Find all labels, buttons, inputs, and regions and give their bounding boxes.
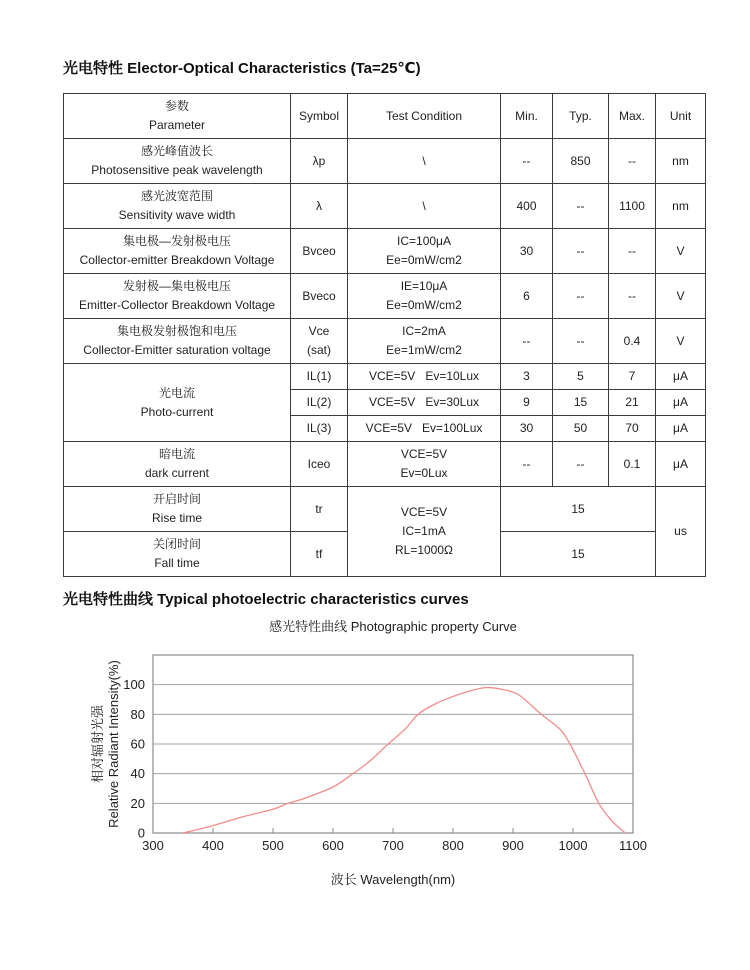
table-cell: 15 bbox=[501, 487, 656, 532]
table-cell: μA bbox=[656, 390, 706, 416]
table-cell: VCE=5V IC=1mA RL=1000Ω bbox=[348, 487, 501, 577]
table-cell: IL(3) bbox=[291, 416, 348, 442]
y-tick-label: 20 bbox=[130, 795, 145, 811]
table-cell: VCE=5V Ev=30Lux bbox=[348, 390, 501, 416]
table-cell: λp bbox=[291, 139, 348, 184]
col-header-test-condition: Test Condition bbox=[348, 94, 501, 139]
x-axis-title: 波长 Wavelength(nm) bbox=[330, 872, 456, 887]
y-tick-label: 0 bbox=[137, 825, 145, 841]
table-cell: 15 bbox=[501, 532, 656, 577]
table-cell: 9 bbox=[501, 390, 553, 416]
table-cell: 暗电流 dark current bbox=[64, 442, 291, 487]
table-cell: us bbox=[656, 487, 706, 577]
table-row bbox=[64, 487, 706, 532]
spectral-response-curve bbox=[183, 688, 625, 833]
table-cell: IL(2) bbox=[291, 390, 348, 416]
table-cell: Iceo bbox=[291, 442, 348, 487]
table-cell: VCE=5V Ev=10Lux bbox=[348, 364, 501, 390]
table-header-row bbox=[64, 94, 706, 139]
table-cell: V bbox=[656, 229, 706, 274]
section-title-curves: 光电特性曲线 Typical photoelectric characteristics curves bbox=[63, 591, 469, 608]
table-cell: IC=2mA Ee=1mW/cm2 bbox=[348, 319, 501, 364]
table-cell: 70 bbox=[609, 416, 656, 442]
eo-table-body bbox=[64, 139, 706, 577]
table-cell: IL(1) bbox=[291, 364, 348, 390]
table-cell: 400 bbox=[501, 184, 553, 229]
table-cell: Vce (sat) bbox=[291, 319, 348, 364]
table-cell: 发射极—集电极电压 Emitter-Collector Breakdown Voltage bbox=[64, 274, 291, 319]
table-cell: 850 bbox=[553, 139, 609, 184]
x-tick-label: 300 bbox=[142, 838, 164, 853]
table-cell: 30 bbox=[501, 416, 553, 442]
table-cell: -- bbox=[609, 274, 656, 319]
table-cell: μA bbox=[656, 416, 706, 442]
table-cell: μA bbox=[656, 364, 706, 390]
x-tick-label: 500 bbox=[262, 838, 284, 853]
table-cell: 开启时间 Rise time bbox=[64, 487, 291, 532]
y-axis-title: 相对辐射光强Relative Radiant Intensity(%) bbox=[90, 660, 121, 828]
table-cell: -- bbox=[553, 442, 609, 487]
y-tick-label: 100 bbox=[123, 677, 145, 693]
x-tick-label: 900 bbox=[502, 838, 524, 853]
table-cell: Bveco bbox=[291, 274, 348, 319]
table-row bbox=[64, 364, 706, 390]
col-header-unit: Unit bbox=[656, 94, 706, 139]
table-row bbox=[64, 442, 706, 487]
table-cell: tr bbox=[291, 487, 348, 532]
table-cell: 3 bbox=[501, 364, 553, 390]
table-cell: -- bbox=[553, 319, 609, 364]
y-tick-label: 40 bbox=[130, 766, 145, 782]
table-cell: 1100 bbox=[609, 184, 656, 229]
photographic-property-chart bbox=[0, 640, 750, 900]
table-cell: V bbox=[656, 319, 706, 364]
table-cell: IE=10μA Ee=0mW/cm2 bbox=[348, 274, 501, 319]
table-cell: 感光波宽范围 Sensitivity wave width bbox=[64, 184, 291, 229]
table-cell: nm bbox=[656, 184, 706, 229]
x-tick-label: 400 bbox=[202, 838, 224, 853]
table-cell: VCE=5V Ev=0Lux bbox=[348, 442, 501, 487]
table-cell: 0.4 bbox=[609, 319, 656, 364]
table-cell: \ bbox=[348, 184, 501, 229]
table-cell: \ bbox=[348, 139, 501, 184]
table-row bbox=[64, 274, 706, 319]
section-title-electro-optical: 光电特性 Elector-Optical Characteristics (Ta=25℃) bbox=[63, 60, 421, 77]
table-cell: -- bbox=[501, 139, 553, 184]
col-header-max: Max. bbox=[609, 94, 656, 139]
x-tick-label: 800 bbox=[442, 838, 464, 853]
table-cell: -- bbox=[501, 442, 553, 487]
table-row bbox=[64, 184, 706, 229]
y-tick-label: 80 bbox=[130, 706, 145, 722]
table-cell: nm bbox=[656, 139, 706, 184]
table-cell: μA bbox=[656, 442, 706, 487]
table-cell: 15 bbox=[553, 390, 609, 416]
table-row bbox=[64, 139, 706, 184]
col-header-parameter: 参数 Parameter bbox=[64, 94, 291, 139]
table-row bbox=[64, 229, 706, 274]
table-cell: 50 bbox=[553, 416, 609, 442]
table-cell: 30 bbox=[501, 229, 553, 274]
chart-title: 感光特性曲线 Photographic property Curve bbox=[269, 619, 517, 634]
eo-characteristics-table bbox=[63, 93, 706, 577]
table-cell: -- bbox=[553, 274, 609, 319]
x-tick-label: 700 bbox=[382, 838, 404, 853]
table-row bbox=[64, 319, 706, 364]
table-cell: IC=100μA Ee=0mW/cm2 bbox=[348, 229, 501, 274]
table-cell: 6 bbox=[501, 274, 553, 319]
table-cell: 0.1 bbox=[609, 442, 656, 487]
col-header-symbol: Symbol bbox=[291, 94, 348, 139]
table-cell: -- bbox=[553, 229, 609, 274]
table-cell: 感光峰值波长 Photosensitive peak wavelength bbox=[64, 139, 291, 184]
table-cell: 5 bbox=[553, 364, 609, 390]
table-cell: tf bbox=[291, 532, 348, 577]
table-cell: Bvceo bbox=[291, 229, 348, 274]
x-tick-label: 1100 bbox=[619, 838, 647, 853]
y-tick-label: 60 bbox=[130, 736, 145, 752]
table-cell: 光电流 Photo-current bbox=[64, 364, 291, 442]
table-cell: 21 bbox=[609, 390, 656, 416]
col-header-typ: Typ. bbox=[553, 94, 609, 139]
table-cell: -- bbox=[553, 184, 609, 229]
table-cell: 7 bbox=[609, 364, 656, 390]
table-cell: -- bbox=[501, 319, 553, 364]
x-tick-label: 600 bbox=[322, 838, 344, 853]
col-header-min: Min. bbox=[501, 94, 553, 139]
table-cell: 集电极—发射极电压 Collector-emitter Breakdown Voltage bbox=[64, 229, 291, 274]
table-cell: V bbox=[656, 274, 706, 319]
table-cell: -- bbox=[609, 229, 656, 274]
table-cell: 集电极发射极饱和电压 Collector-Emitter saturation voltage bbox=[64, 319, 291, 364]
x-tick-label: 1000 bbox=[558, 838, 588, 853]
table-cell: 关闭时间 Fall time bbox=[64, 532, 291, 577]
table-cell: VCE=5V Ev=100Lux bbox=[348, 416, 501, 442]
table-cell: λ bbox=[291, 184, 348, 229]
table-cell: -- bbox=[609, 139, 656, 184]
